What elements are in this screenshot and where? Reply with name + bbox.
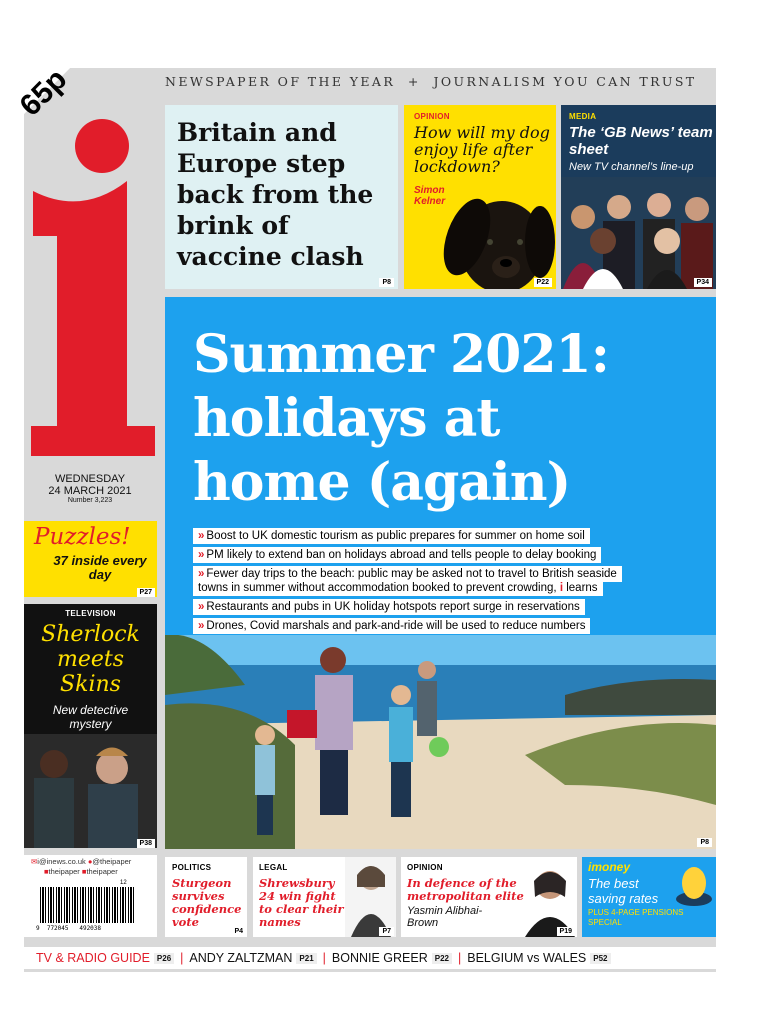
opinion-portrait: [523, 861, 577, 937]
legal-page: P7: [379, 927, 394, 936]
footer-sep: |: [322, 951, 326, 965]
i-inline-icon: i: [559, 582, 564, 594]
legal-portrait: [345, 857, 396, 937]
barcode-top: 12: [120, 880, 127, 886]
facebook-icon: ■: [44, 867, 49, 876]
gbnews-kicker: MEDIA: [569, 112, 597, 121]
footer-tv-guide[interactable]: TV & RADIO GUIDE: [36, 951, 150, 965]
footer-page: P52: [590, 953, 610, 964]
instagram-icon: ■: [81, 867, 87, 876]
lead-page: P8: [697, 838, 712, 847]
twitter-icon: ●: [87, 857, 93, 866]
lead-bullet-text: PM likely to extend ban on holidays abroad and tells people to delay booking: [206, 549, 597, 561]
lead-bullet-text: learns: [566, 582, 598, 594]
presenters-photo: [561, 177, 716, 289]
contact-email[interactable]: i@inews.co.uk: [37, 857, 86, 866]
barcode: [40, 887, 134, 923]
teaser-gbnews[interactable]: [561, 105, 716, 289]
tv-page: P38: [137, 839, 155, 848]
legal-kicker: LEGAL: [259, 863, 288, 872]
contact-twitter[interactable]: @theipaper: [92, 857, 132, 866]
footer-greer[interactable]: BONNIE GREER: [331, 951, 428, 965]
date-label: 24 MARCH 2021: [48, 485, 132, 497]
lead-bullet-text: towns in summer without accommodation booked to prevent crowding,: [198, 582, 557, 594]
politics-kicker: POLITICS: [172, 863, 212, 872]
footer-belgium-wales[interactable]: BELGIUM vs WALES: [467, 951, 587, 965]
footer-page: P21: [296, 953, 316, 964]
footer-bar: [24, 947, 716, 969]
contact-facebook[interactable]: theipaper: [48, 867, 80, 876]
price-label: 65p: [13, 62, 74, 123]
politics-headline: Sturgeon survives confidence vote: [172, 876, 242, 929]
imoney-sub: PLUS 4-PAGE PENSIONS SPECIAL: [588, 908, 684, 927]
dog-headline: How will my dog enjoy life after lockdown?: [414, 123, 550, 176]
gbnews-page: P34: [694, 278, 712, 287]
lead-headline-line: Summer 2021:: [193, 324, 609, 385]
puzzles-title: Puzzles!: [34, 524, 131, 550]
teaser-imoney[interactable]: [582, 857, 716, 937]
tv-sub: New detective mystery: [52, 703, 129, 731]
puzzles-page: P27: [137, 588, 155, 597]
teaser-vaccine[interactable]: [165, 105, 398, 289]
imoney-headline: The best saving rates: [588, 876, 659, 906]
dog-author: Simon Kelner: [414, 185, 446, 207]
lead-bullet: » Drones, Covid marshals and park-and-ride will be used to reduce numbers: [193, 618, 590, 634]
tv-title-line: meets: [56, 647, 125, 672]
logo: [27, 96, 155, 456]
imoney-title: imoney: [588, 860, 631, 874]
lead-bullet: » Boost to UK domestic tourism as public prepares for summer on home soil: [193, 528, 590, 544]
opinion-page: P19: [557, 927, 575, 936]
lead-headline-line: holidays at: [193, 388, 500, 449]
lead-bullet: » PM likely to extend ban on holidays abroad and tells people to delay booking: [193, 547, 601, 563]
lead-bullet-text: Restaurants and pubs in UK holiday hotspots report surge in reservations: [206, 601, 580, 613]
opinion-kicker: OPINION: [407, 863, 443, 872]
tv-title: [24, 622, 157, 697]
teaser-politics[interactable]: [165, 857, 247, 937]
puzzles-box[interactable]: [24, 521, 157, 597]
lead-headline: [193, 323, 713, 515]
contact-box: [24, 855, 157, 937]
legal-headline: Shrewsbury 24 win fight to clear their names: [259, 876, 344, 929]
teaser-dog[interactable]: [404, 105, 556, 289]
lead-bullet-text: Fewer day trips to the beach: public may be asked not to travel to British seaside: [206, 568, 617, 580]
dog-page: P22: [534, 278, 552, 287]
footer-zaltzman[interactable]: ANDY ZALTZMAN: [189, 951, 293, 965]
email-icon: ✉: [31, 857, 38, 866]
golden-egg-icon: [674, 861, 714, 909]
opinion-headline: In defence of the metropolitan elite: [407, 876, 524, 903]
teaser-legal[interactable]: [253, 857, 396, 937]
barcode-number: 9 772045 492038: [36, 925, 102, 932]
footer-sep: |: [458, 951, 462, 965]
tagline: NEWSPAPER OF THE YEAR + JOURNALISM YOU CAN TRUST: [165, 74, 697, 89]
lead-headline-line: home (again): [193, 452, 571, 513]
contact-instagram[interactable]: theipaper: [86, 867, 118, 876]
vaccine-page: P8: [379, 278, 394, 287]
tv-title-line: Sherlock: [41, 622, 140, 647]
dog-kicker: OPINION: [414, 112, 450, 121]
politics-page: P4: [231, 927, 246, 936]
i-logo-icon: [27, 96, 155, 456]
puzzles-sub: 37 inside every day: [53, 553, 147, 582]
lead-bullet-text: Boost to UK domestic tourism as public prepares for summer on home soil: [206, 530, 585, 542]
tv-kicker: TELEVISION: [65, 609, 116, 618]
lead-bullet: » Restaurants and pubs in UK holiday hotspots report surge in reservations: [193, 599, 585, 615]
tv-still-photo: [24, 734, 157, 848]
gbnews-sub: New TV channel’s line-up: [569, 161, 694, 173]
footer-sep: |: [180, 951, 184, 965]
tv-box[interactable]: [24, 604, 157, 848]
lead-bullet-cont: [193, 580, 603, 596]
dog-photo: [432, 187, 556, 289]
gbnews-headline: The ‘GB News’ team sheet: [569, 124, 713, 158]
issue-date: [40, 473, 140, 504]
footer-page: P26: [154, 953, 174, 964]
issue-number: Number 3,223: [67, 497, 113, 504]
vaccine-headline: Britain and Europe step back from the brink of vaccine clash: [177, 118, 374, 271]
tv-title-line: Skins: [60, 672, 121, 697]
beach-photo: [165, 635, 716, 849]
lead-bullet: » Fewer day trips to the beach: public may be asked not to travel to British seaside: [193, 566, 622, 582]
footer-page: P22: [432, 953, 452, 964]
lead-bullet-text: Drones, Covid marshals and park-and-ride will be used to reduce numbers: [206, 620, 586, 632]
day-label: WEDNESDAY: [54, 473, 126, 485]
teaser-opinion[interactable]: [401, 857, 577, 937]
opinion-author: Yasmin Alibhai-Brown: [407, 905, 483, 929]
